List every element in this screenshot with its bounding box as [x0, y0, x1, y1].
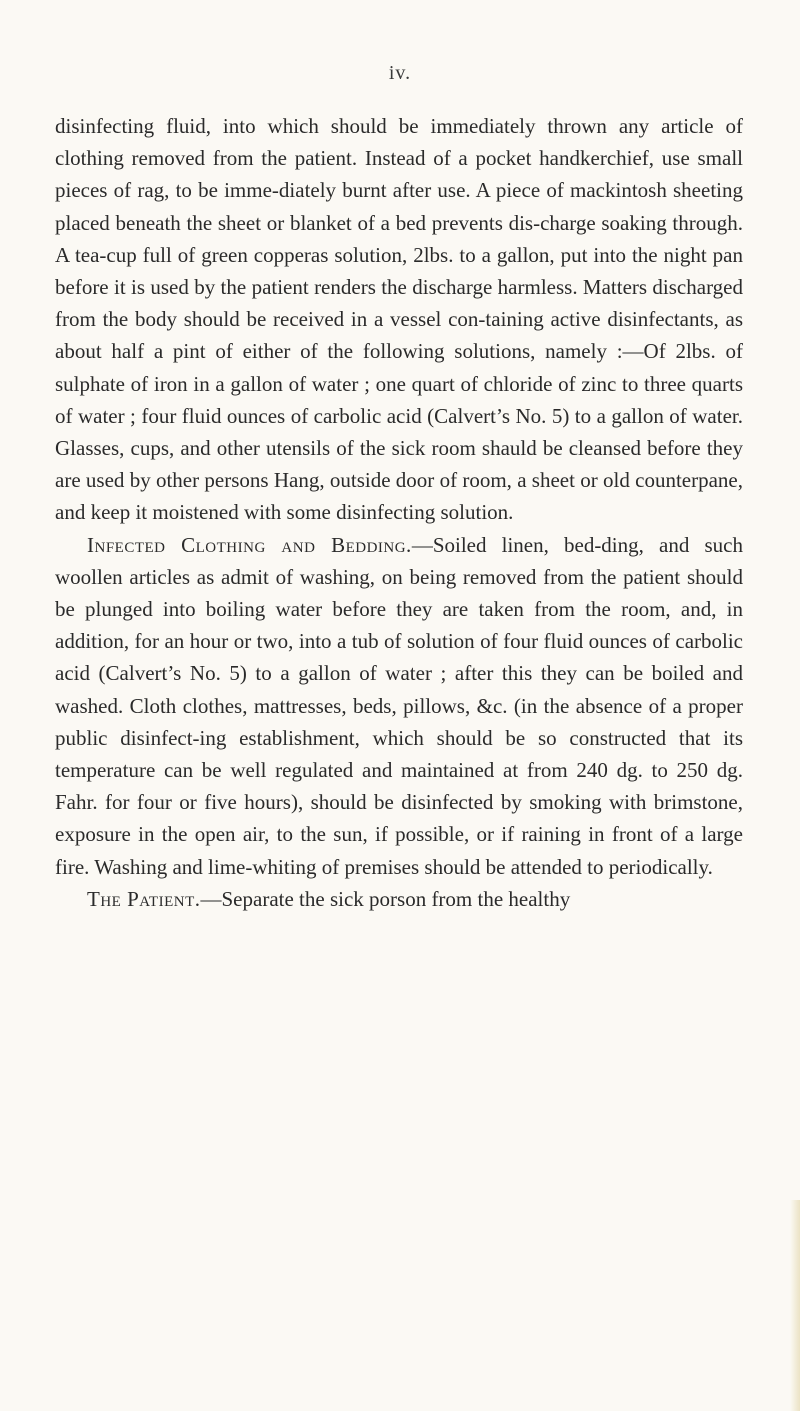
page-edge-discoloration — [790, 1200, 800, 1411]
paragraph-the-patient — [55, 883, 743, 915]
page-number: iv. — [388, 62, 412, 84]
section-heading-infected-clothing: Infected Clothing and Bedding. — [87, 532, 412, 557]
paragraph-text: —Separate the sick porson from the healthy — [200, 886, 571, 911]
paragraph-text: disinfecting fluid, into which should be immediately thrown any article of clothing removed from the patient. Instead of a pocket handkerchief, use small pieces of rag, to be imme-diately burnt after use. A piece of mackintosh sheeting placed beneath the sheet or blanket of a bed prevents dis-charge soaking through. A tea-cup full of green copperas solution, 2lbs. to a gallon, put into the night pan before it is used by the patient renders the discharge harmless. Matters discharged from the body should be received in a vessel con-taining active disinfectants, as about half a pint of either of the following solutions, namely :—Of 2lbs. of sulphate of iron in a gallon of water ; one quart of chloride of zinc to three quarts of water ; four fluid ounces of carbolic acid (Calvert’s No. 5) to a gallon of water. Glasses, cups, and other utensils of the sick room shauld be cleansed before they are used by other persons Hang, outside door of room, a sheet or old counterpane, and keep it moistened with some disinfecting solution. — [55, 114, 743, 525]
body-text — [55, 110, 743, 915]
paragraph-infected-clothing — [55, 529, 743, 883]
section-heading-the-patient: The Patient. — [87, 886, 201, 911]
paragraph-disinfecting — [55, 110, 743, 529]
paragraph-text: —Soiled linen, bed-ding, and such woollen articles as admit of washing, on being removed from the patient should be plunged into boiling water before they are taken from the room, and, in addition, for an hour or two, into a tub of solution of four fluid ounces of carbolic acid (Calvert’s No. 5) to a gallon of water ; after this they can be boiled and washed. Cloth clothes, mattresses, beds, pillows, &c. (in the absence of a proper public disinfect-ing establishment, which should be so constructed that its temperature can be well regulated and maintained at from 240 dg. to 250 dg. Fahr. for four or five hours), should be disinfected by smoking with brimstone, exposure in the open air, to the sun, if possible, or if raining in front of a large fire. Washing and lime-whiting of premises should be attended to periodically. — [55, 532, 743, 879]
